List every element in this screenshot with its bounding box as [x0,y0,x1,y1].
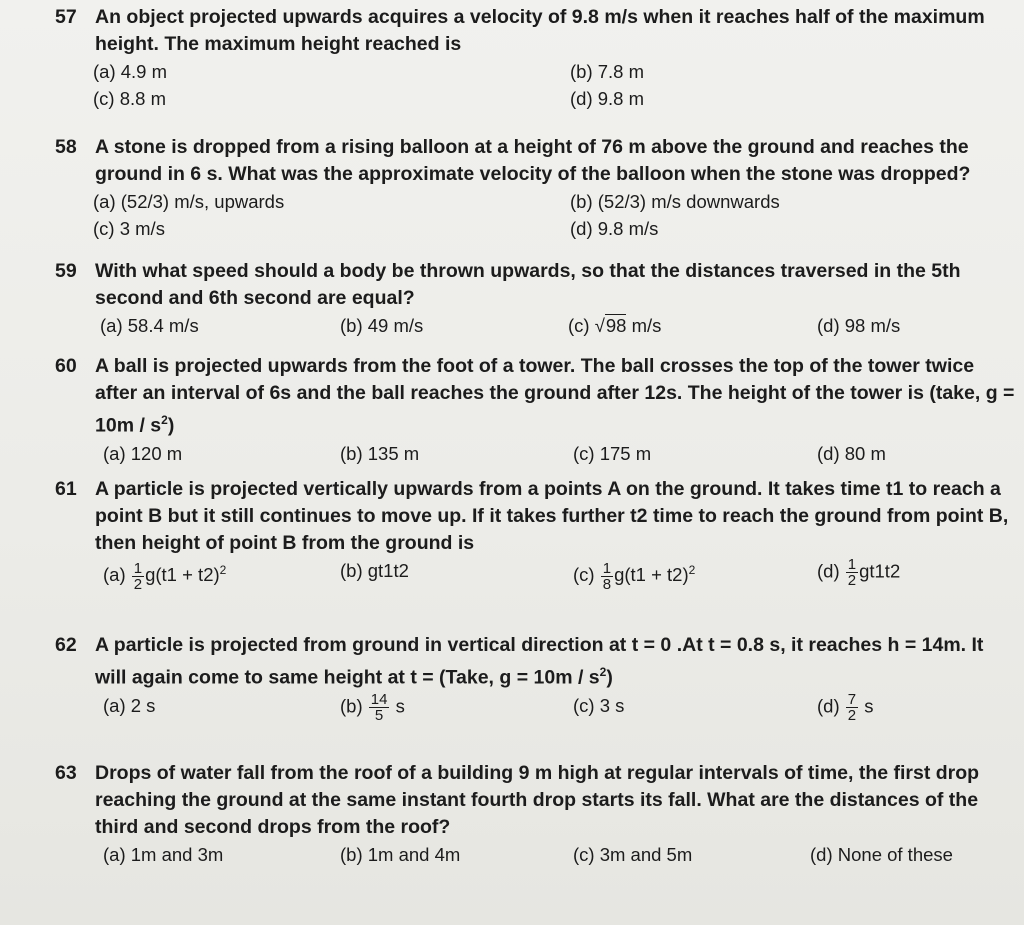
question-62 [55,632,1020,734]
options-row [55,85,1020,112]
question-number: 58 [55,136,77,158]
option-d: (d) $\frac{1}{2}$ gt1t2 [817,556,901,589]
question-number: 61 [55,478,77,500]
question-text: A particle is projected from ground in vertical direction at t = 0 .At t = 0.8 s, it reaches h = 14m. It will again come to same height at t = (Take, $g = 10m / s^2$) [95,634,984,689]
option-d: (d) 80 m [817,442,886,464]
question-number: 63 [55,762,77,784]
options-row [55,58,1020,85]
question-58 [55,134,1020,242]
question-59 [55,258,1020,339]
option-d: (d) $\frac{7}{2}$ s [817,690,874,724]
question-number: 59 [55,260,77,282]
option-d: (d) 9.8 m/s [570,218,659,239]
option-c-label: (c) [568,315,595,336]
question-text: Drops of water fall from the roof of a building 9 m high at regular intervals of time, the first drop reaching the ground at the same instant fourth drop starts its fall. What are the distances of the third and second drops from the roof? [95,762,980,838]
question-text: A ball is projected upwards from the foot of a tower. The ball crosses the top of the tower twice after an interval of 6s and the ball reaches the ground after 12s. The height of the tower is (take, $g = 10m / s^2$) [95,355,1015,437]
fraction: $\frac{1}{2}$ [133,559,143,593]
option-c: (c) 175 m [573,442,652,464]
option-c: (c) 3 s [573,694,625,716]
option-a: (a) 1m and 3m [103,844,224,865]
option-b: (b) 1m and 4m [340,844,461,865]
options-row [55,557,1020,599]
option-b: (b) gt1t2 [340,560,409,581]
options-row [55,440,1020,467]
option-c: (c) $\frac{1}{8}$ $g(t1 + t2)^2$ [573,559,696,593]
fraction: $\frac{14}{5}$ [370,690,388,724]
option-c: (c) 3m and 5m [573,844,693,865]
options-row [55,188,1020,215]
question-text: A stone is dropped from a rising balloon at a height of 76 m above the ground and reaches the ground in 6 s. What was the approximate velocity of the balloon when the stone was dropped? [95,136,971,185]
option-c: (c) 8.8 m [93,88,166,109]
option-d: (d) 9.8 m [570,88,645,109]
option-d: (d) 98 m/s [817,315,901,336]
option-a: (a) 120 m [103,442,183,464]
question-57 [55,4,1020,112]
option-a: (a) 4.9 m [93,61,168,82]
option-c: (c) 3 m/s [93,218,165,239]
option-a: (a) (52/3) m/s, upwards [93,191,285,212]
option-a: (a) 58.4 m/s [100,315,199,336]
options-row [55,215,1020,242]
options-row [55,312,1020,339]
question-text: With what speed should a body be thrown upwards, so that the distances traversed in the 5th second and 6th second are equal? [95,260,961,309]
question-number: 60 [55,355,77,377]
option-c-unit: m/s [626,315,662,336]
option-b: (b) $\frac{14}{5}$ s [340,690,405,724]
question-60 [55,353,1020,467]
fraction: $\frac{1}{8}$ [602,559,612,593]
question-number: 57 [55,6,77,28]
option-b: (b) 7.8 m [570,61,645,82]
question-text: An object projected upwards acquires a velocity of 9.8 m/s when it reaches half of the maximum height. The maximum height reached is [95,6,985,55]
options-row [55,692,1020,734]
fraction: $\frac{7}{2}$ [847,690,857,724]
option-b: (b) 49 m/s [340,315,424,336]
question-63 [55,760,1020,868]
fraction: $\frac{1}{2}$ [847,556,857,589]
question-61 [55,476,1020,599]
options-row [55,841,1020,868]
option-d: (d) None of these [810,844,953,865]
sqrt-radicand: 98 [605,315,627,336]
option-c: (c) √98 m/s [568,315,662,336]
question-number: 62 [55,634,77,656]
option-b: (b) 135 m [340,442,420,464]
option-a: (a) $\frac{1}{2}$ $g(t1 + t2)^2$ [103,559,227,593]
question-text: A particle is projected vertically upwards from a points A on the ground. It takes time t1 to reach a point B but it still continues to move up. If it takes further t2 time to reach the ground from point B, then height of point B from the ground is [95,478,1009,554]
option-a: (a) 2 s [103,694,156,716]
option-b: (b) (52/3) m/s downwards [570,191,780,212]
